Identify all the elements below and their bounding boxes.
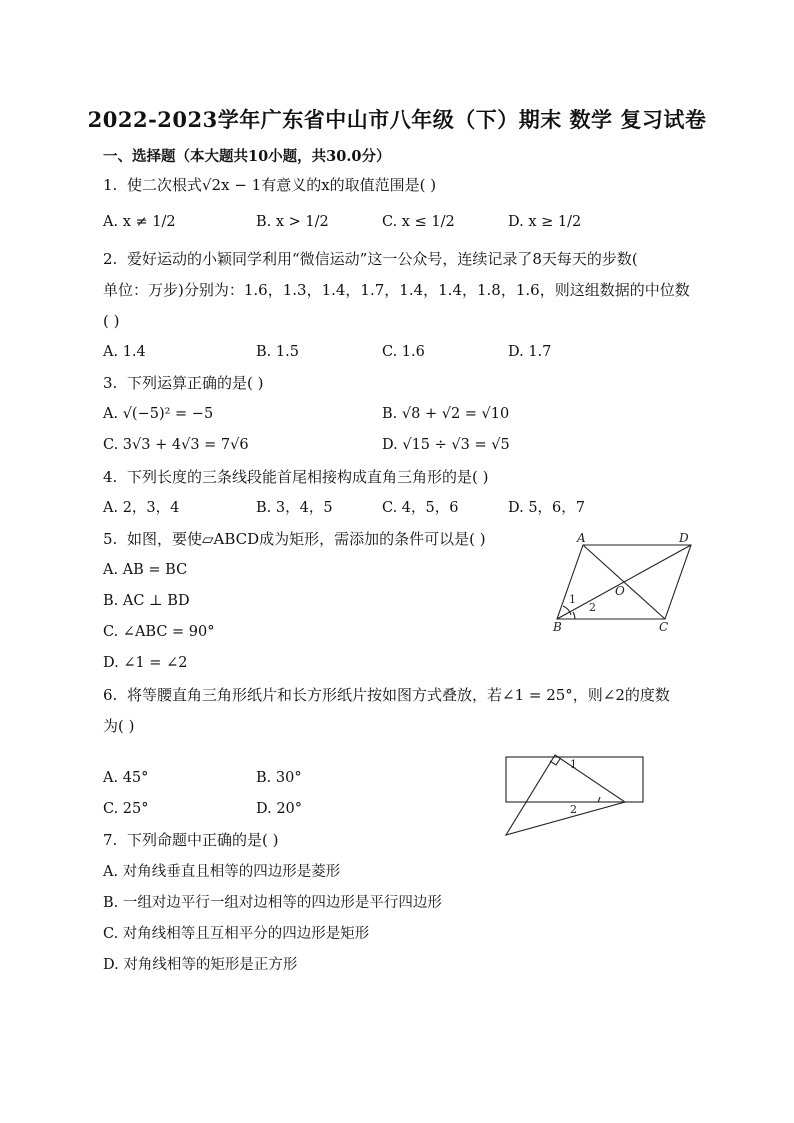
label-angle-1: 1 — [570, 758, 577, 771]
question-2-line-1: 2. 爱好运动的小颖同学利用“微信运动”这一公众号，连续记录了8天每天的步数( — [103, 250, 638, 268]
diagonal-bd — [557, 545, 691, 619]
q5-option-b: B. AC ⊥ BD — [103, 593, 190, 609]
q5-option-a: A. AB = BC — [103, 562, 188, 578]
q4-option-a: A. 2，3，4 — [103, 500, 180, 516]
label-d: D — [679, 531, 689, 545]
exam-title: 2022-2023学年广东省中山市八年级（下）期末 数学 复习试卷 — [87, 107, 707, 132]
q2-option-a: A. 1.4 — [103, 344, 146, 360]
angle-2-arc — [573, 612, 575, 619]
q2-option-d: D. 1.7 — [508, 344, 552, 360]
question-6-line-2: 为( ) — [103, 717, 135, 735]
q1-option-d: D. x ≥ 1/2 — [508, 214, 582, 230]
question-5: 5. 如图，要使▱ABCD成为矩形，需添加的条件可以是( ) — [103, 530, 486, 548]
angle-2-arc — [598, 797, 600, 802]
q6-option-c: C. 25° — [103, 801, 149, 817]
q1-option-c: C. x ≤ 1/2 — [382, 214, 455, 230]
q3-option-b: B. √8 + √2 = √10 — [382, 406, 510, 422]
q4-option-c: C. 4，5，6 — [382, 500, 459, 516]
question-6-line-1: 6. 将等腰直角三角形纸片和长方形纸片按如图方式叠放，若∠1 = 25°，则∠2的度数 — [103, 686, 670, 704]
q5-option-d: D. ∠1 = ∠2 — [103, 655, 188, 671]
q2-option-b: B. 1.5 — [256, 344, 299, 360]
label-b: B — [553, 620, 562, 633]
question-7: 7. 下列命题中正确的是( ) — [103, 831, 279, 849]
question-1-text: 使二次根式√2x − 1有意义的x的取值范围是( ) — [127, 176, 437, 194]
q6-option-d: D. 20° — [256, 801, 303, 817]
q1-option-b: B. x > 1/2 — [256, 214, 329, 230]
parallelogram-figure — [545, 528, 705, 633]
label-angle-2: 2 — [589, 601, 596, 614]
q6-option-a: A. 45° — [103, 770, 149, 786]
triangle-paper — [506, 755, 625, 835]
label-c: C — [659, 620, 669, 633]
q3-option-d: D. √15 ÷ √3 = √5 — [382, 437, 510, 453]
question-2-line-3: ( ) — [103, 312, 120, 330]
question-1: 1. 使二次根式√2x − 1有意义的x的取值范围是( ) — [103, 176, 437, 194]
q7-option-c: C. 对角线相等且互相平分的四边形是矩形 — [103, 926, 370, 942]
question-4: 4. 下列长度的三条线段能首尾相接构成直角三角形的是( ) — [103, 468, 489, 486]
q3-option-c: C. 3√3 + 4√3 = 7√6 — [103, 437, 249, 453]
q7-option-a: A. 对角线垂直且相等的四边形是菱形 — [103, 864, 341, 880]
q2-option-c: C. 1.6 — [382, 344, 425, 360]
label-angle-1: 1 — [569, 593, 576, 606]
q4-option-b: B. 3，4，5 — [256, 500, 333, 516]
triangle-rectangle-figure — [498, 752, 648, 842]
label-o: O — [615, 584, 625, 598]
q1-option-a: A. x ≠ 1/2 — [103, 214, 176, 230]
q3-option-a: A. √(−5)² = −5 — [103, 406, 214, 422]
question-3: 3. 下列运算正确的是( ) — [103, 374, 264, 392]
question-2-line-2: 单位：万步)分别为：1.6，1.3，1.4，1.7，1.4，1.4，1.8，1.6，则这组数据的中位数 — [103, 281, 690, 299]
q6-option-b: B. 30° — [256, 770, 302, 786]
section-heading: 一、选择题（本大题共10小题，共30.0分） — [103, 148, 391, 165]
q5-option-c: C. ∠ABC = 90° — [103, 624, 215, 640]
q7-option-b: B. 一组对边平行一组对边相等的四边形是平行四边形 — [103, 895, 442, 911]
q7-option-d: D. 对角线相等的矩形是正方形 — [103, 957, 298, 973]
q4-option-d: D. 5，6，7 — [508, 500, 586, 516]
label-angle-2: 2 — [570, 803, 577, 816]
label-a: A — [577, 531, 586, 545]
